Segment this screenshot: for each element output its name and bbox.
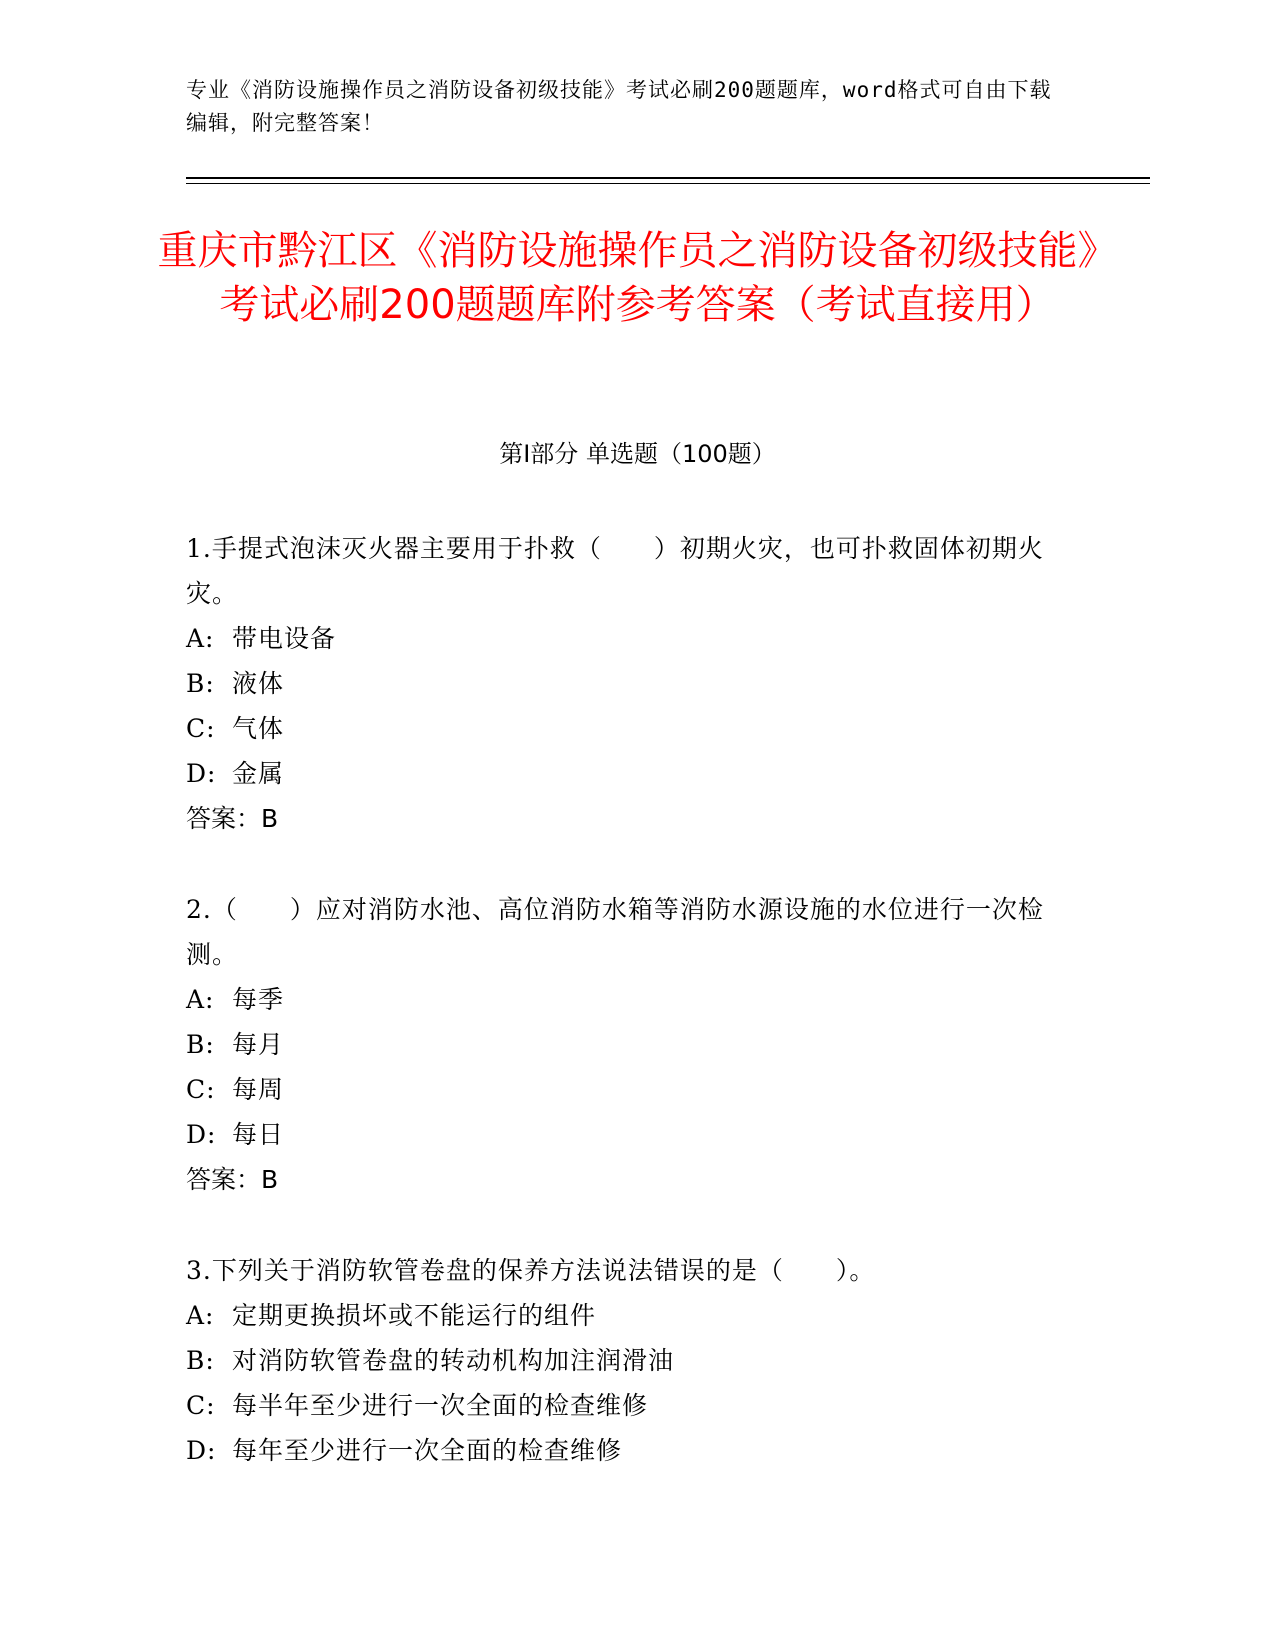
document-title: 重庆市黔江区《消防设施操作员之消防设备初级技能》考试必刷200题题库附参考答案（考试直接用） [157, 228, 1118, 328]
question-stem: 1.手提式泡沫灭火器主要用于扑救（ ）初期火灾，也可扑救固体初期火灾。 [186, 534, 1044, 608]
option-text: 每月 [232, 1030, 285, 1059]
option-text: 每日 [232, 1120, 285, 1149]
section-title: 第Ⅰ部分 单选题（100题） [499, 440, 776, 468]
option-text: 每周 [232, 1075, 285, 1104]
option-text: 每半年至少进行一次全面的检查维修 [232, 1391, 649, 1420]
option-key: B: [186, 1346, 215, 1375]
option-a [186, 1293, 1066, 1338]
option-text: 定期更换损坏或不能运行的组件 [232, 1301, 597, 1330]
answer: 答案：B [186, 804, 279, 833]
option-c [186, 1067, 1066, 1112]
header-note: 专业《消防设施操作员之消防设备初级技能》考试必刷200题题库，word格式可自由下载编辑，附完整答案！ [186, 78, 1052, 135]
option-text: 气体 [232, 714, 285, 743]
option-key: A: [186, 624, 215, 653]
option-key: D: [186, 759, 217, 788]
question-1 [186, 526, 1066, 841]
option-key: A: [186, 1301, 215, 1330]
option-text: 金属 [232, 759, 285, 788]
option-b [186, 661, 1066, 706]
option-text: 每季 [232, 985, 285, 1014]
question-list [186, 526, 1066, 1519]
option-key: D: [186, 1120, 217, 1149]
option-key: B: [186, 669, 215, 698]
option-key: B: [186, 1030, 215, 1059]
option-a [186, 977, 1066, 1022]
answer: 答案：B [186, 1165, 279, 1194]
question-2 [186, 887, 1066, 1202]
header-rule-thick [186, 177, 1150, 179]
option-key: A: [186, 985, 215, 1014]
option-text: 对消防软管卷盘的转动机构加注润滑油 [232, 1346, 675, 1375]
option-b [186, 1022, 1066, 1067]
option-d [186, 1428, 1066, 1473]
header-rule-thin [186, 183, 1150, 184]
option-d [186, 1112, 1066, 1157]
option-text: 带电设备 [232, 624, 337, 653]
option-b [186, 1338, 1066, 1383]
option-d [186, 751, 1066, 796]
option-c [186, 1383, 1066, 1428]
option-key: C: [186, 1075, 216, 1104]
option-key: C: [186, 1391, 216, 1420]
question-3 [186, 1248, 1066, 1473]
option-text: 每年至少进行一次全面的检查维修 [232, 1436, 623, 1465]
option-key: C: [186, 714, 216, 743]
option-text: 液体 [232, 669, 285, 698]
question-stem: 2.（ ）应对消防水池、高位消防水箱等消防水源设施的水位进行一次检测。 [186, 895, 1044, 969]
option-key: D: [186, 1436, 217, 1465]
option-a [186, 616, 1066, 661]
question-stem: 3.下列关于消防软管卷盘的保养方法说法错误的是（ ）。 [186, 1256, 876, 1285]
option-c [186, 706, 1066, 751]
